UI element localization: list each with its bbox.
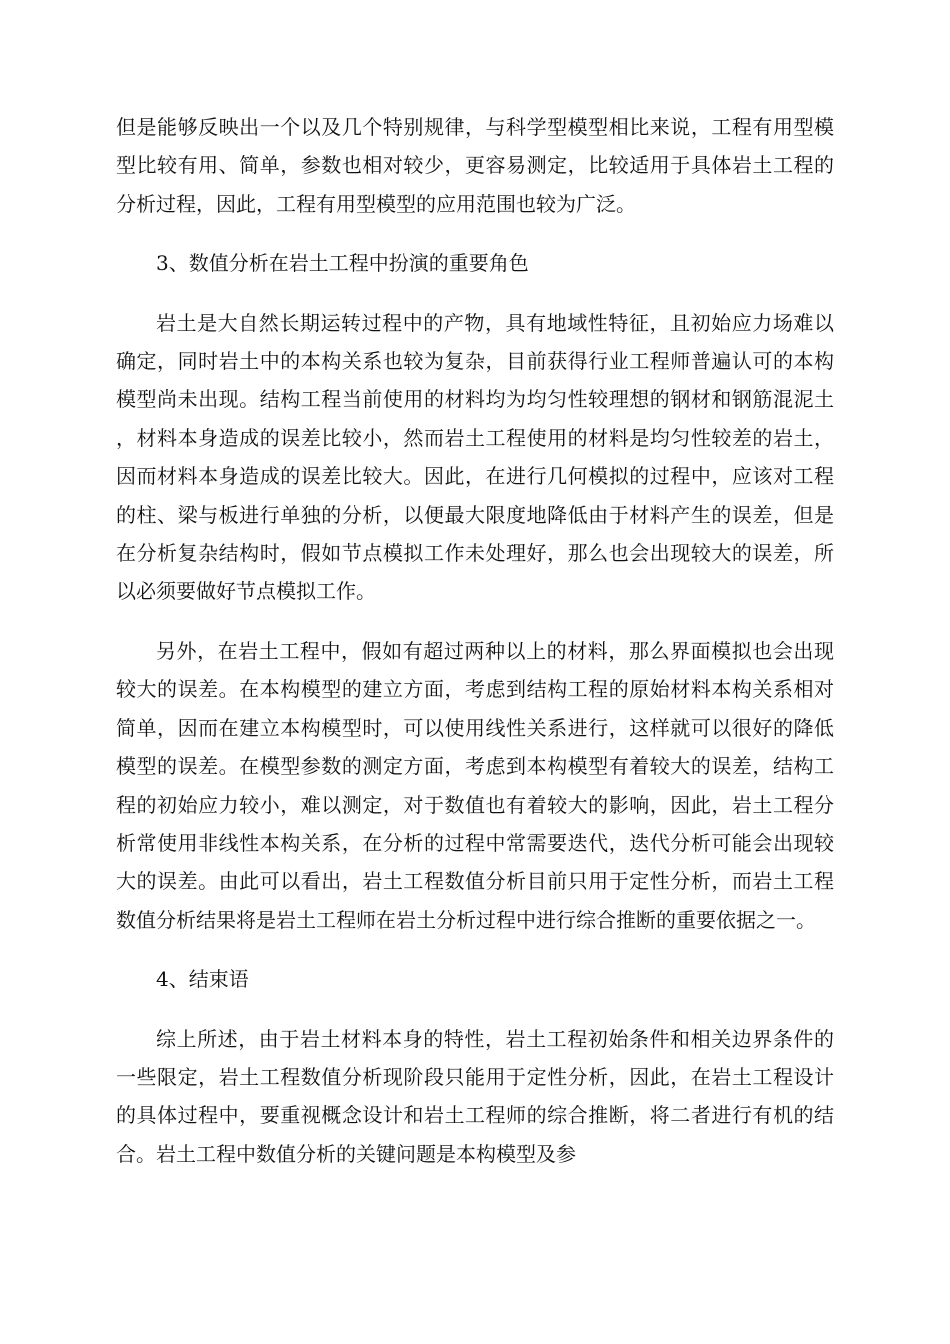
- section-heading-3: 3、数值分析在岩土工程中扮演的重要角色: [156, 251, 529, 276]
- paragraph: 综上所述，由于岩土材料本身的特性，岩土工程初始条件和相关边界条件的一些限定，岩土工程数值分析现阶段只能用于定性分析，因此，在岩土工程设计的具体过程中，要重视概念设计和岩土工程师的综合推断，将二者进行有机的结合。岩土工程中数值分析的关键问题是本构模型及参: [116, 1026, 834, 1166]
- paragraph: 另外，在岩土工程中，假如有超过两种以上的材料，那么界面模拟也会出现较大的误差。在本构模型的建立方面，考虑到结构工程的原始材料本构关系相对简单，因而在建立本构模型时，可以使用线性关系进行，这样就可以很好的降低模型的误差。在模型参数的测定方面，考虑到本构模型有着较大的误差，结构工程的初始应力较小，难以测定，对于数值也有着较大的影响，因此，岩土工程分析常使用非线性本构关系，在分析的过程中常需要迭代，迭代分析可能会出现较大的误差。由此可以看出，岩土工程数值分析目前只用于定性分析，而岩土工程数值分析结果将是岩土工程师在岩土分析过程中进行综合推断的重要依据之一。: [116, 638, 834, 932]
- paragraph-continued: 但是能够反映出一个以及几个特别规律，与科学型模型相比来说，工程有用型模型比较有用、简单，参数也相对较少，更容易测定，比较适用于具体岩土工程的分析过程，因此，工程有用型模型的应用范围也较为广泛。: [116, 115, 834, 216]
- paragraph: 岩土是大自然长期运转过程中的产物，具有地域性特征，且初始应力场难以确定，同时岩土中的本构关系也较为复杂，目前获得行业工程师普遍认可的本构模型尚未出现。结构工程当前使用的材料均为均匀性较理想的钢材和钢筋混泥土，材料本身造成的误差比较小，然而岩土工程使用的材料是均匀性较差的岩土，因而材料本身造成的误差比较大。因此，在进行几何模拟的过程中，应该对工程的柱、梁与板进行单独的分析，以便最大限度地降低由于材料产生的误差，但是在分析复杂结构时，假如节点模拟工作未处理好，那么也会出现较大的误差，所以必须要做好节点模拟工作。: [116, 310, 834, 604]
- document-page: [116, 108, 834, 1173]
- section-heading-4: 4、结束语: [156, 967, 249, 992]
